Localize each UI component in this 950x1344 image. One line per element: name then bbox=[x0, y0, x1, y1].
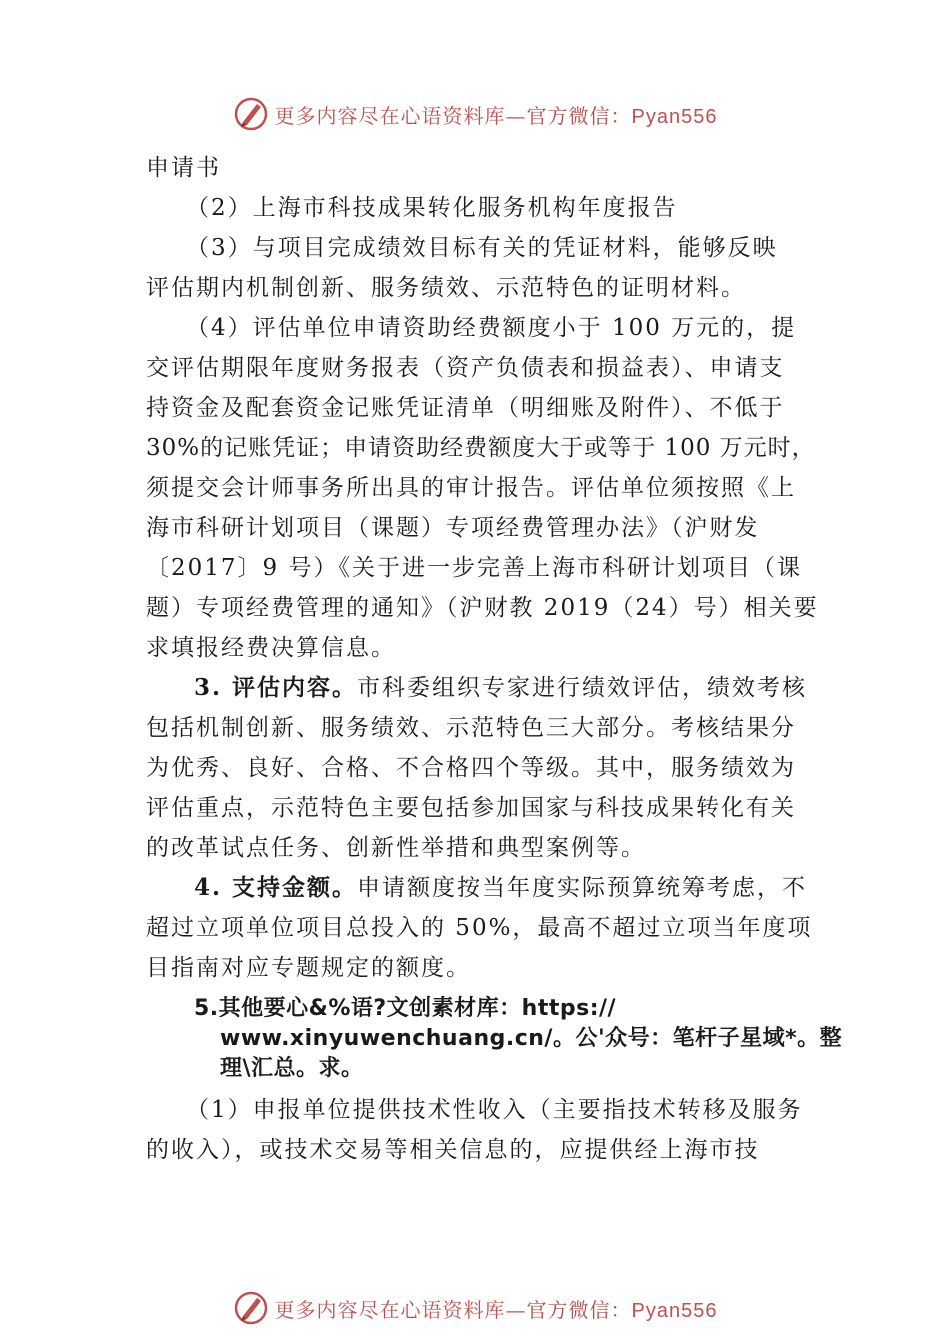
section-heading-line bbox=[146, 868, 826, 908]
section-4-label: 4. 支持金额。 bbox=[194, 874, 358, 901]
header-watermark bbox=[0, 94, 950, 134]
watermark-wechat-label: 官方微信： bbox=[526, 1297, 632, 1322]
paragraph-line: 30%的记账凭证；申请资助经费额度大于或等于 100 万元时， bbox=[146, 435, 816, 461]
paragraph-line: （2）上海市科技成果转化服务机构年度报告 bbox=[186, 195, 678, 221]
section-3-text: 市科委组织专家进行绩效评估，绩效考核 bbox=[357, 675, 808, 701]
paragraph-line: （1）申报单位提供技术性收入（主要指技术转移及服务 bbox=[186, 1097, 803, 1123]
paragraph-line: 的收入），或技术交易等相关信息的，应提供经上海市技 bbox=[146, 1137, 760, 1163]
watermark-wechat-label: 官方微信： bbox=[526, 103, 632, 128]
section-5-line: 5.其他要心&%语?文创素材库：https:// bbox=[194, 996, 617, 1021]
section-3-label: 3. 评估内容。 bbox=[194, 674, 358, 701]
paragraph-line: 持资金及配套资金记账凭证清单（明细账及附件）、不低于 bbox=[146, 395, 785, 421]
watermark-main-text: 更多内容尽在心语资料库 bbox=[274, 1297, 506, 1322]
paragraph-line: 交评估期限年度财务报表（资产负债表和损益表）、申请支 bbox=[146, 355, 785, 381]
watermark-dash: — bbox=[505, 103, 527, 128]
watermark-main-text: 更多内容尽在心语资料库 bbox=[274, 103, 506, 128]
watermark-dash: — bbox=[505, 1297, 527, 1322]
watermark-text bbox=[275, 1294, 718, 1323]
section-5-block bbox=[146, 994, 843, 1084]
paragraph-line: 的改革试点任务、创新性举措和典型案例等。 bbox=[146, 835, 646, 861]
watermark-wechat-id: Pyan556 bbox=[631, 1299, 718, 1322]
document-body bbox=[146, 148, 843, 1170]
paragraph-line: （4）评估单位申请资助经费额度小于 100 万元的，提 bbox=[186, 315, 797, 341]
section-heading-line bbox=[146, 668, 826, 708]
paragraph-line: （3）与项目完成绩效目标有关的凭证材料，能够反映 bbox=[186, 235, 778, 261]
paragraph-line: 须提交会计师事务所出具的审计报告。评估单位须按照《上 bbox=[146, 475, 796, 501]
section-4-text: 申请额度按当年度实际预算统筹考虑，不 bbox=[357, 875, 808, 901]
section-5-line: www.xinyuwenchuang.cn/。公'众号：笔杆子星域*。整 bbox=[220, 1026, 843, 1051]
paragraph-line: 评估重点，示范特色主要包括参加国家与科技成果转化有关 bbox=[146, 795, 796, 821]
footer-watermark bbox=[0, 1288, 950, 1328]
paragraph-line: 为优秀、良好、合格、不合格四个等级。其中，服务绩效为 bbox=[146, 755, 796, 781]
paragraph-line: 评估期内机制创新、服务绩效、示范特色的证明材料。 bbox=[146, 275, 746, 301]
paragraph-line: 海市科研计划项目（课题）专项经费管理办法》（沪财发 bbox=[146, 515, 760, 541]
watermark-wechat-id: Pyan556 bbox=[631, 105, 718, 128]
watermark-text bbox=[275, 100, 718, 129]
section-5-line: 理\汇总。求。 bbox=[220, 1056, 364, 1081]
paragraph-line: 超过立项单位项目总投入的 50%，最高不超过立项当年度项 bbox=[146, 915, 813, 941]
paragraph-line: 申请书 bbox=[146, 155, 221, 181]
pen-logo-icon bbox=[233, 1290, 269, 1326]
paragraph-line: 题）专项经费管理的通知》（沪财教 2019（24）号）相关要 bbox=[146, 595, 819, 621]
paragraph-line: 〔2017〕9 号）《关于进一步完善上海市科研计划项目（课 bbox=[146, 555, 802, 581]
paragraph-line: 目指南对应专题规定的额度。 bbox=[146, 955, 471, 981]
pen-logo-icon bbox=[233, 96, 269, 132]
paragraph-line: 包括机制创新、服务绩效、示范特色三大部分。考核结果分 bbox=[146, 715, 796, 741]
paragraph-line: 求填报经费决算信息。 bbox=[146, 635, 396, 661]
